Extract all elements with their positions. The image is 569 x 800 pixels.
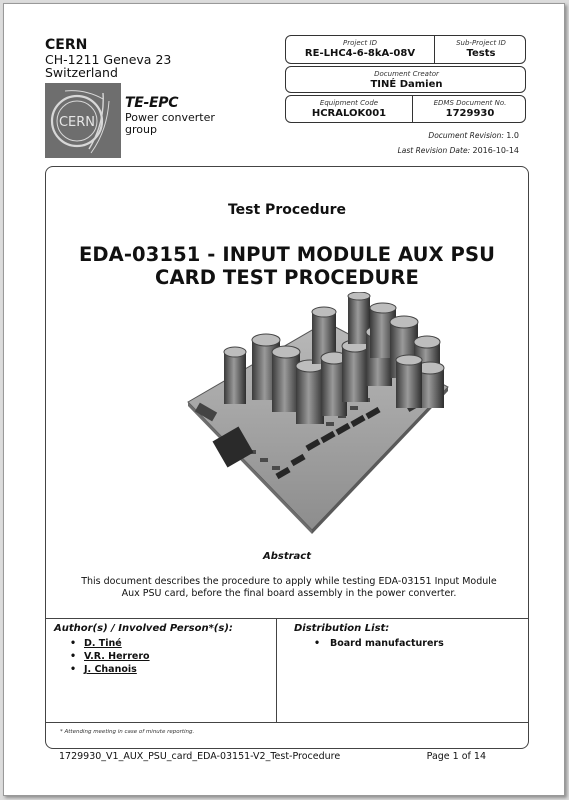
org-address (45, 53, 171, 79)
document-type: Test Procedure (227, 202, 347, 218)
pcb-board-image (176, 292, 456, 534)
project-id-value: RE-LHC4-6-8kA-08V (304, 48, 416, 59)
abstract-heading: Abstract (262, 551, 312, 562)
equipment-label: Equipment Code (319, 99, 379, 107)
footnote: * Attending meeting in case of minute reporting. (60, 729, 195, 735)
address-line-1: CH-1211 Geneva 23 (45, 52, 172, 67)
subproject-id-label: Sub-Project ID (456, 39, 506, 47)
section-divider (46, 618, 528, 619)
abstract-text: This document describes the procedure to apply while testing EDA-03151 Input Module Aux PSU card, before the final board assembly in the power converter. (81, 576, 497, 599)
address-line-2: Switzerland (45, 65, 118, 80)
subproject-id-cell (435, 36, 527, 63)
author-item[interactable]: • V.R. Herrero (70, 650, 150, 663)
document-title (46, 243, 528, 289)
date-label: Last Revision Date: (397, 146, 471, 155)
cern-logo (45, 83, 121, 158)
department-sub-line-2: group (125, 123, 157, 136)
section-divider (46, 722, 528, 723)
equipment-cell (286, 96, 412, 122)
author-item[interactable]: • D. Tiné (70, 637, 150, 650)
creator-value: TINÉ Damien (370, 79, 443, 90)
title-line-2: CARD TEST PROCEDURE (155, 266, 419, 289)
creator-cell (286, 67, 527, 92)
creator-label: Document Creator (374, 70, 439, 78)
edms-value: 1729930 (445, 108, 495, 119)
equipment-value: HCRALOK001 (311, 108, 387, 119)
distribution-list (314, 637, 444, 650)
title-line-1: EDA-03151 - INPUT MODULE AUX PSU (78, 243, 496, 266)
distribution-heading: Distribution List: (294, 623, 390, 634)
date-value: 2016-10-14 (472, 146, 519, 155)
creator-info-box (285, 66, 526, 93)
footer-filename: 1729930_V1_AUX_PSU_card_EDA-03151-V2_Test-Procedure (59, 751, 341, 762)
authors-list (70, 637, 150, 676)
equipment-info-box (285, 95, 526, 123)
authors-heading: Author(s) / Involved Person*(s): (54, 623, 233, 634)
department-name: TE-EPC (125, 95, 179, 111)
logo-text: CERN (58, 115, 96, 130)
department-sub-line-1: Power converter (125, 111, 215, 124)
org-name: CERN (45, 37, 88, 53)
edms-label: EDMS Document No. (433, 99, 507, 107)
edms-cell (413, 96, 527, 122)
project-id-cell (286, 36, 434, 63)
footer-page-number: Page 1 of 14 (426, 751, 486, 762)
project-id-label: Project ID (343, 39, 377, 47)
main-content-box (45, 166, 529, 749)
subproject-id-value: Tests (466, 48, 496, 59)
last-revision-date (398, 146, 519, 155)
author-item[interactable]: • J. Chanois (70, 663, 150, 676)
column-divider (276, 618, 277, 722)
department-subtitle (125, 112, 215, 136)
distribution-item: • Board manufacturers (314, 637, 444, 650)
project-info-box (285, 35, 526, 64)
document-revision (428, 131, 519, 140)
revision-label: Document Revision: (428, 131, 504, 140)
revision-value: 1.0 (506, 131, 519, 140)
document-page (3, 3, 565, 796)
